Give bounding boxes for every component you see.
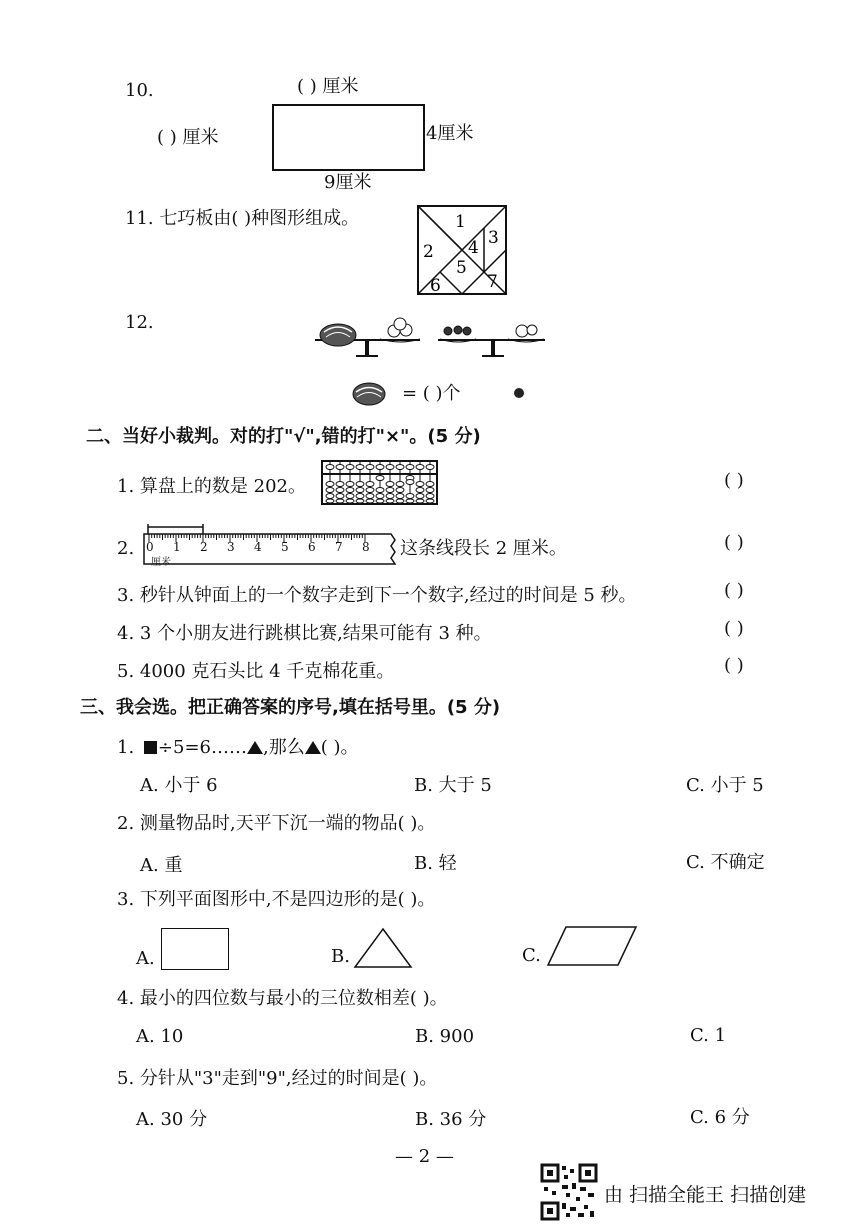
ruler-tick-label: 8 <box>362 540 370 554</box>
qr-code-icon <box>540 1163 598 1221</box>
tangram-label-5: 5 <box>456 258 467 278</box>
s3-q3-choice-b[interactable]: B. <box>331 946 350 967</box>
q10-top-label: ( ) 厘米 <box>297 76 359 97</box>
small-fruit-icon <box>512 386 526 400</box>
balance-scales-figure <box>310 310 550 370</box>
s3-q4-choice-a[interactable]: A. 10 <box>136 1026 184 1047</box>
s2-item1-answer-paren[interactable]: ( ) <box>724 470 744 491</box>
s3-q1-stem <box>117 737 359 759</box>
tangram-label-2: 2 <box>423 242 434 262</box>
ruler-tick-label: 1 <box>173 540 181 554</box>
s3-q1-number: 1. <box>117 737 135 758</box>
ruler-tick-label: 0 <box>146 540 154 554</box>
black-triangle-icon <box>247 741 263 754</box>
q11-text: 11. 七巧板由( )种图形组成。 <box>125 208 360 229</box>
s2-item2-number: 2. <box>117 538 135 559</box>
s2-item3-text: 3. 秒针从钟面上的一个数字走到下一个数字,经过的时间是 5 秒。 <box>117 585 637 606</box>
s3-q4-choice-c[interactable]: C. 1 <box>690 1025 727 1046</box>
tangram-label-4: 4 <box>468 238 479 258</box>
section2-title: 二、当好小裁判。对的打"√",错的打"×"。(5 分) <box>86 426 481 447</box>
s2-item5-answer-paren[interactable]: ( ) <box>724 655 744 676</box>
black-square-icon <box>144 741 157 754</box>
s3-q1-stem-a: ÷5=6…… <box>157 737 247 758</box>
s2-item2-answer-paren[interactable]: ( ) <box>724 532 744 553</box>
ruler-tick-label: 6 <box>308 540 316 554</box>
s3-q5-choice-a[interactable]: A. 30 分 <box>136 1109 208 1130</box>
q12-answer: = ( )个 <box>402 383 461 404</box>
scanner-watermark-text: 由 扫描全能王 扫描创建 <box>604 1184 807 1206</box>
ruler-tick-label: 2 <box>200 540 208 554</box>
s3-q2-choice-b[interactable]: B. 轻 <box>414 853 457 874</box>
rectangle-shape <box>161 928 229 970</box>
q10-bottom-label: 9厘米 <box>324 172 372 193</box>
s2-item1-text: 1. 算盘上的数是 202。 <box>117 476 306 497</box>
s3-q1-choice-c[interactable]: C. 小于 5 <box>686 775 764 796</box>
s3-q1-choice-a[interactable]: A. 小于 6 <box>140 775 218 796</box>
ruler-tick-label: 4 <box>254 540 262 554</box>
abacus-figure <box>321 460 438 505</box>
s3-q5-stem: 5. 分针从"3"走到"9",经过的时间是( )。 <box>117 1068 438 1089</box>
s3-q2-stem: 2. 测量物品时,天平下沉一端的物品( )。 <box>117 813 436 834</box>
page-number: — 2 — <box>395 1146 454 1167</box>
tangram-label-7: 7 <box>487 272 498 292</box>
q10-rectangle <box>272 104 425 171</box>
s3-q1-choice-b[interactable]: B. 大于 5 <box>414 775 492 796</box>
s3-q3-stem: 3. 下列平面图形中,不是四边形的是( )。 <box>117 889 436 910</box>
s3-q2-choice-c[interactable]: C. 不确定 <box>686 852 765 873</box>
s3-q1-stem-c: ( )。 <box>320 737 359 758</box>
tangram-figure <box>417 205 507 295</box>
watermelon-icon <box>352 381 386 407</box>
q10-number: 10. <box>125 80 154 101</box>
ruler-tick-label: 5 <box>281 540 289 554</box>
ruler-tick-labels <box>143 538 399 568</box>
s3-q4-stem: 4. 最小的四位数与最小的三位数相差( )。 <box>117 988 448 1009</box>
s3-q5-choice-c[interactable]: C. 6 分 <box>690 1107 750 1128</box>
tangram-label-6: 6 <box>430 276 441 296</box>
s3-q2-choice-a[interactable]: A. 重 <box>140 855 183 876</box>
tangram-label-1: 1 <box>455 212 466 232</box>
tangram-label-3: 3 <box>488 228 499 248</box>
triangle-shape <box>353 927 413 969</box>
s2-item5-text: 5. 4000 克石头比 4 千克棉花重。 <box>117 661 395 682</box>
parallelogram-shape <box>546 925 638 967</box>
s3-q3-choice-a[interactable]: A. <box>136 948 155 969</box>
q12-number: 12. <box>125 312 154 333</box>
q10-left-label: ( ) 厘米 <box>157 127 219 148</box>
ruler-tick-label: 3 <box>227 540 235 554</box>
s3-q1-stem-b: ,那么 <box>263 737 305 758</box>
s3-q5-choice-b[interactable]: B. 36 分 <box>415 1109 487 1130</box>
ruler-unit-label: 厘米 <box>151 557 171 568</box>
s2-item4-text: 4. 3 个小朋友进行跳棋比赛,结果可能有 3 种。 <box>117 623 492 644</box>
s3-q3-choice-c[interactable]: C. <box>522 945 541 966</box>
ruler-tick-label: 7 <box>335 540 343 554</box>
section3-title: 三、我会选。把正确答案的序号,填在括号里。(5 分) <box>80 697 501 718</box>
black-triangle-icon <box>305 741 321 754</box>
s2-item2-text: 这条线段长 2 厘米。 <box>400 538 567 559</box>
s2-item4-answer-paren[interactable]: ( ) <box>724 618 744 639</box>
s3-q4-choice-b[interactable]: B. 900 <box>415 1026 475 1047</box>
q10-right-label: 4厘米 <box>426 123 474 144</box>
s2-item3-answer-paren[interactable]: ( ) <box>724 580 744 601</box>
